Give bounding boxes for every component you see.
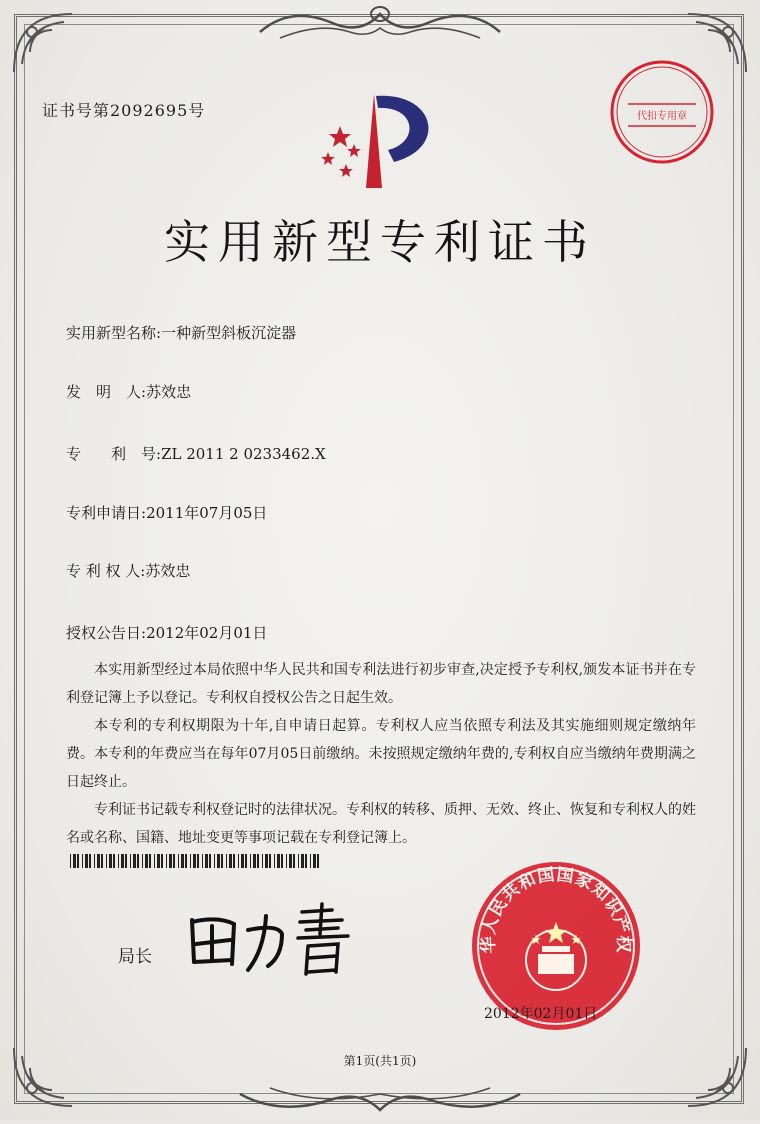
field-value: 苏效忠 (145, 562, 191, 580)
field-label: 专利申请日: (66, 504, 147, 522)
field-application-date (66, 502, 267, 523)
body-paragraph: 专利证书记载专利权登记时的法律状况。专利权的转移、质押、无效、终止、恢复和专利权人的姓名或名称、国籍、地址变更等事项记载在专利登记簿上。 (66, 802, 696, 846)
agency-seal-inner-text: 代扣专用章 (637, 111, 687, 122)
certificate-number: 证书号第2092695号 (42, 101, 206, 120)
body-paragraph: 本专利的专利权期限为十年,自申请日起算。专利权人应当依照专利法及其实施细则规定缴纳年费。本专利的年费应当在每年07月05日前缴纳。未按照规定缴纳年费的,专利权自应当缴纳年费期满之日起终止。 (66, 718, 696, 790)
field-patentee (66, 560, 190, 581)
field-label: 授权公告日: (66, 624, 147, 642)
agency-seal-icon (606, 56, 718, 168)
top-ornament-icon (250, 2, 510, 46)
field-label: 专 利 号: (66, 445, 162, 463)
director-label: 局长 (118, 947, 152, 967)
field-value: 一种新型斜板沉淀器 (161, 324, 297, 342)
barcode-icon (70, 853, 320, 867)
certificate-body (66, 656, 696, 852)
field-label: 实用新型名称: (66, 324, 162, 342)
field-value: 2011年07月05日 (146, 504, 268, 522)
issue-date: 2012年02月01日 (484, 1006, 598, 1022)
seal-arc-text: 华人民共和国国家知识产权 (478, 864, 634, 954)
corner-ornament-icon (8, 8, 78, 78)
field-utility-model-name (66, 322, 296, 343)
page-number: 第1页(共1页) (343, 1054, 417, 1068)
field-inventor (66, 381, 191, 402)
field-announcement-date (66, 622, 267, 643)
certificate-title: 实用新型专利证书 (164, 215, 596, 269)
field-label: 发 明 人: (66, 383, 147, 401)
body-paragraph: 本实用新型经过本局依照中华人民共和国专利法进行初步审查,决定授予专利权,颁发本证书并在专利登记簿上予以登记。专利权自授权公告之日起生效。 (66, 662, 696, 706)
field-label: 专 利 权 人: (66, 562, 146, 580)
field-value: 苏效忠 (146, 383, 192, 401)
director-signature (182, 900, 362, 980)
field-patent-number (66, 443, 326, 464)
patent-office-logo-icon (316, 92, 440, 196)
field-value: 2012年02月01日 (146, 624, 268, 642)
bottom-ornament-icon (230, 1080, 530, 1120)
field-value: ZL 2011 2 0233462.X (161, 445, 326, 463)
